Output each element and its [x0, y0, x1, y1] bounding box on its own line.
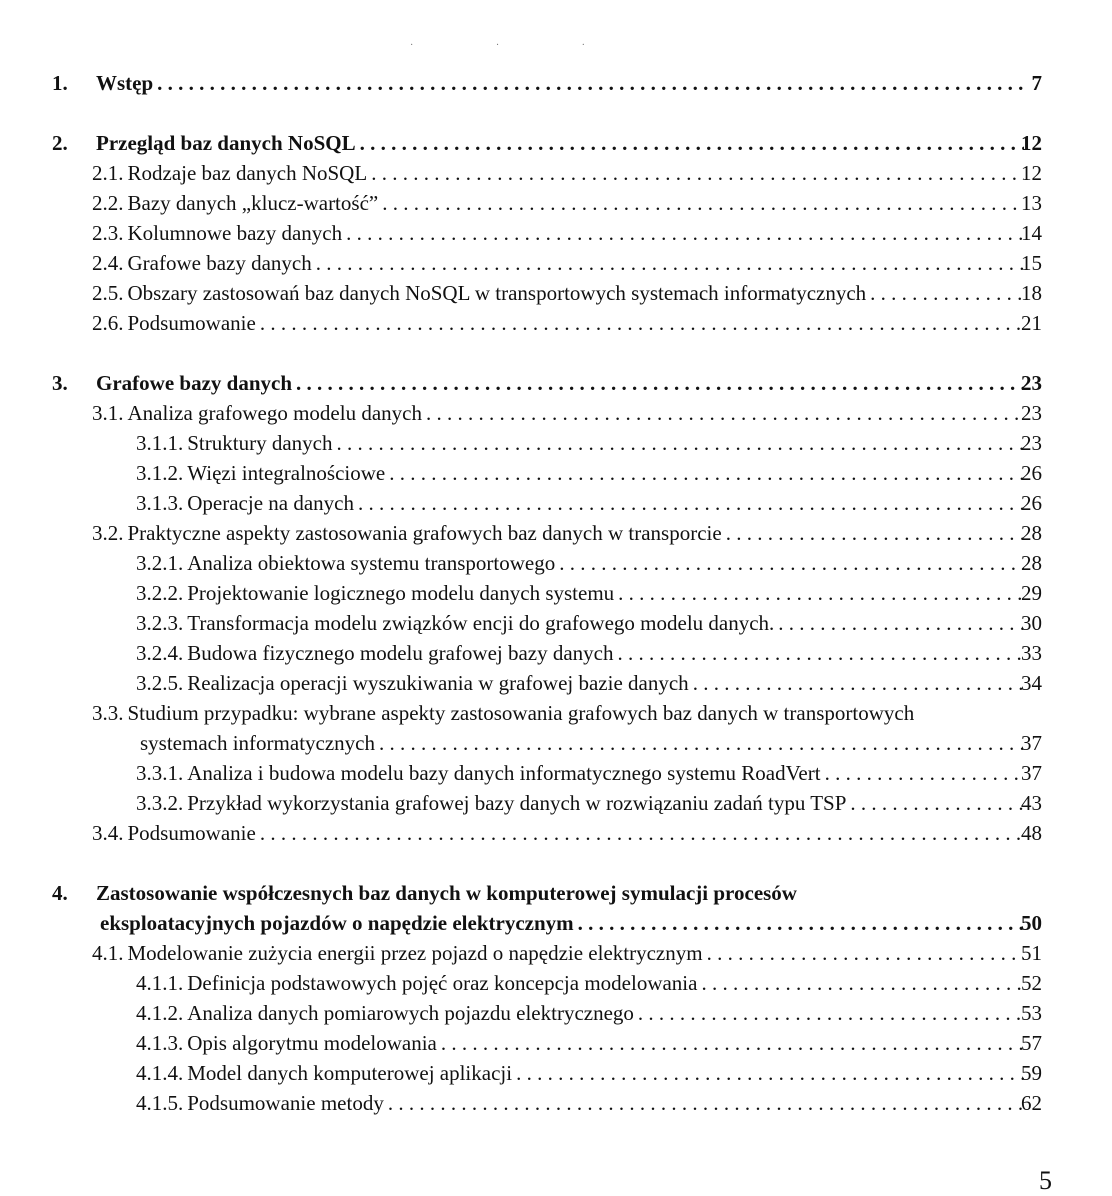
toc-entry-number: 3.1. [92, 401, 124, 425]
toc-entry-title: Kolumnowe bazy danych [127, 221, 343, 245]
toc-entry-title: systemach informatycznych [140, 731, 375, 755]
dot-leader [825, 758, 1024, 788]
toc-entry-page: 26 [1021, 461, 1042, 485]
toc-entry-title: Podsumowanie [127, 821, 256, 845]
dot-leader [358, 488, 1024, 518]
toc-entry-number: 4.1.4. [136, 1061, 184, 1085]
toc-entry-number: 2.5. [92, 281, 124, 305]
toc-entry-text [136, 758, 1032, 788]
toc-entry[interactable] [0, 758, 1112, 788]
toc-entry-page: 23 [1021, 371, 1042, 395]
dot-leader [707, 938, 1024, 968]
dot-leader [516, 1058, 1024, 1088]
toc-entry-text [92, 398, 1032, 428]
dot-leader [726, 518, 1024, 548]
toc-gap [0, 848, 1112, 878]
toc-entry-title: Grafowe bazy danych [127, 251, 312, 275]
toc-entry-page: 7 [1031, 71, 1042, 95]
toc-entry-number: 3.2. [92, 521, 124, 545]
toc-entry-text [52, 878, 1032, 908]
dot-leader [260, 818, 1024, 848]
dot-leader [360, 128, 1024, 158]
toc-entry-text [52, 68, 1032, 98]
toc-entry-page: 12 [1021, 161, 1042, 185]
toc-entry[interactable] [0, 608, 1112, 638]
toc-entry-page: 13 [1021, 191, 1042, 215]
toc-entry-text [140, 728, 1032, 758]
toc-entry-number: 3.2.4. [136, 641, 184, 665]
page-number: 5 [1039, 1166, 1052, 1195]
toc-entry-title: Obszary zastosowań baz danych NoSQL w transportowych systemach informatycznych [127, 281, 867, 305]
toc-entry-number: 3.3.2. [136, 791, 184, 815]
toc-entry-text [136, 788, 1032, 818]
toc-entry[interactable] [0, 518, 1112, 548]
dot-leader [157, 68, 1024, 98]
toc-entry[interactable] [0, 548, 1112, 578]
toc-gap [0, 338, 1112, 368]
toc-entry-page: 14 [1021, 221, 1042, 245]
toc-entry-number: 2. [52, 131, 68, 155]
toc-entry-number: 4.1.1. [136, 971, 184, 995]
toc-entry-number: 2.1. [92, 161, 124, 185]
toc-entry-title: Analiza i budowa modelu bazy danych informatycznego systemu RoadVert [187, 761, 821, 785]
toc-entry-title: Więzi integralnościowe [187, 461, 386, 485]
toc-entry-title: Grafowe bazy danych [96, 371, 292, 395]
toc-entry[interactable] [0, 578, 1112, 608]
toc-entry[interactable] [0, 368, 1112, 398]
toc-entry-title: Podsumowanie [127, 311, 256, 335]
toc-entry-title: Przegląd baz danych NoSQL [96, 131, 356, 155]
toc-entry-title: Bazy danych „klucz-wartość” [127, 191, 379, 215]
dot-leader [559, 548, 1024, 578]
toc-entry-title: Definicja podstawowych pojęć oraz koncepcja modelowania [187, 971, 698, 995]
toc-entry[interactable] [0, 638, 1112, 668]
toc-entry-number: 3.3. [92, 701, 124, 725]
dot-leader [778, 608, 1024, 638]
toc-entry-number: 3.3.1. [136, 761, 184, 785]
dot-leader [693, 668, 1024, 698]
toc-entry-text [136, 458, 1032, 488]
toc-entry-number: 2.6. [92, 311, 124, 335]
toc-entry-text [52, 128, 1032, 158]
toc-entry-number: 3. [52, 371, 68, 395]
toc-entry-text [136, 578, 1032, 608]
dot-leader [850, 788, 1024, 818]
toc-entry-text [136, 968, 1032, 998]
toc-entry-title: Opis algorytmu modelowania [187, 1031, 437, 1055]
toc-entry-number: 3.2.2. [136, 581, 184, 605]
dot-leader [382, 188, 1024, 218]
dot-leader [346, 218, 1024, 248]
toc-entry[interactable] [0, 308, 1112, 338]
toc-entry-page: 18 [1021, 281, 1042, 305]
toc-entry-number: 3.2.3. [136, 611, 184, 635]
toc-entry-number: 4. [52, 881, 68, 905]
table-of-contents [0, 68, 1112, 1118]
toc-entry-title: Analiza danych pomiarowych pojazdu elektrycznego [187, 1001, 634, 1025]
dot-leader [379, 728, 1024, 758]
toc-entry-text [136, 428, 1032, 458]
toc-entry-page: 30 [1021, 611, 1042, 635]
toc-entry[interactable] [0, 68, 1112, 98]
dot-leader [336, 428, 1024, 458]
dot-leader [701, 968, 1024, 998]
toc-entry[interactable] [0, 818, 1112, 848]
toc-entry-title: eksploatacyjnych pojazdów o napędzie elektrycznym [100, 911, 574, 935]
toc-entry[interactable] [0, 488, 1112, 518]
toc-entry-text [92, 308, 1032, 338]
toc-entry[interactable] [0, 218, 1112, 248]
toc-entry-page: 33 [1021, 641, 1042, 665]
toc-entry-number: 3.1.1. [136, 431, 184, 455]
toc-entry-title: Praktyczne aspekty zastosowania grafowych baz danych w transporcie [127, 521, 722, 545]
toc-entry-title: Studium przypadku: wybrane aspekty zastosowania grafowych baz danych w transportowych [127, 701, 915, 725]
toc-entry-text [136, 608, 1032, 638]
toc-entry[interactable] [0, 158, 1112, 188]
toc-entry[interactable] [0, 728, 1112, 758]
toc-entry[interactable] [0, 998, 1112, 1028]
dot-leader [389, 458, 1024, 488]
toc-entry-title: Realizacja operacji wyszukiwania w grafowej bazie danych [187, 671, 689, 695]
toc-entry-number: 4.1.3. [136, 1031, 184, 1055]
toc-entry-text [92, 188, 1032, 218]
toc-entry-text [136, 998, 1032, 1028]
toc-entry-page: 53 [1021, 1001, 1042, 1025]
toc-entry-title: Model danych komputerowej aplikacji [187, 1061, 513, 1085]
toc-entry-page: 59 [1021, 1061, 1042, 1085]
toc-entry-page: 12 [1021, 131, 1042, 155]
toc-entry-title: Operacje na danych [187, 491, 354, 515]
dot-leader [316, 248, 1024, 278]
toc-entry-page: 50 [1021, 911, 1042, 935]
toc-entry-number: 1. [52, 71, 68, 95]
scan-artifacts: · · · [410, 40, 625, 51]
toc-entry-number: 3.1.2. [136, 461, 184, 485]
toc-entry-title: Wstęp [96, 71, 154, 95]
toc-entry[interactable] [0, 128, 1112, 158]
toc-entry-title: Analiza grafowego modelu danych [127, 401, 422, 425]
dot-leader [618, 638, 1024, 668]
dot-leader [578, 908, 1024, 938]
toc-entry-text [92, 248, 1032, 278]
toc-entry-text [52, 368, 1032, 398]
toc-entry[interactable] [0, 698, 1112, 728]
toc-entry-title: Rodzaje baz danych NoSQL [127, 161, 368, 185]
toc-entry-title: Modelowanie zużycia energii przez pojazd o napędzie elektrycznym [127, 941, 703, 965]
toc-gap [0, 98, 1112, 128]
toc-entry-text [136, 548, 1032, 578]
toc-entry-text [92, 158, 1032, 188]
toc-entry-number: 3.2.1. [136, 551, 184, 575]
toc-entry-page: 57 [1021, 1031, 1042, 1055]
toc-entry-number: 2.4. [92, 251, 124, 275]
toc-entry-page: 29 [1021, 581, 1042, 605]
toc-entry-text [136, 668, 1032, 698]
toc-entry[interactable] [0, 458, 1112, 488]
dot-leader [441, 1028, 1024, 1058]
toc-entry-text [136, 1028, 1032, 1058]
toc-entry-title: Transformacja modelu związków encji do grafowego modelu danych. [187, 611, 775, 635]
toc-entry-page: 62 [1021, 1091, 1042, 1115]
toc-entry-text [136, 638, 1032, 668]
toc-entry[interactable] [0, 1058, 1112, 1088]
toc-entry-page: 37 [1021, 761, 1042, 785]
dot-leader [638, 998, 1024, 1028]
toc-entry-title: Budowa fizycznego modelu grafowej bazy danych [187, 641, 614, 665]
toc-entry-page: 28 [1021, 551, 1042, 575]
dot-leader [426, 398, 1024, 428]
toc-entry-title: Projektowanie logicznego modelu danych systemu [187, 581, 615, 605]
toc-entry-number: 3.2.5. [136, 671, 184, 695]
toc-entry[interactable] [0, 188, 1112, 218]
toc-entry-title: Struktury danych [187, 431, 333, 455]
dot-leader [296, 368, 1024, 398]
toc-entry-number: 2.2. [92, 191, 124, 215]
toc-entry[interactable] [0, 398, 1112, 428]
toc-entry[interactable] [0, 278, 1112, 308]
toc-entry-page: 23 [1021, 401, 1042, 425]
toc-entry-text [92, 518, 1032, 548]
dot-leader [870, 278, 1024, 308]
toc-entry-title: Analiza obiektowa systemu transportowego [187, 551, 556, 575]
toc-entry-page: 28 [1021, 521, 1042, 545]
toc-entry-number: 4.1.2. [136, 1001, 184, 1025]
toc-entry-number: 3.1.3. [136, 491, 184, 515]
toc-entry-text [100, 908, 1032, 938]
dot-leader [260, 308, 1024, 338]
toc-entry-page: 52 [1021, 971, 1042, 995]
toc-entry[interactable] [0, 878, 1112, 908]
toc-entry-text [136, 1058, 1032, 1088]
toc-entry-text [92, 938, 1032, 968]
toc-entry-number: 4.1.5. [136, 1091, 184, 1115]
toc-entry-title: Przykład wykorzystania grafowej bazy danych w rozwiązaniu zadań typu TSP [187, 791, 847, 815]
toc-entry-title: Podsumowanie metody [187, 1091, 384, 1115]
toc-entry-page: 43 [1021, 791, 1042, 815]
toc-entry-page: 37 [1021, 731, 1042, 755]
toc-entry[interactable] [0, 668, 1112, 698]
toc-entry[interactable] [0, 428, 1112, 458]
toc-entry-page: 23 [1021, 431, 1042, 455]
toc-entry-text [136, 1088, 1032, 1118]
toc-entry[interactable] [0, 968, 1112, 998]
toc-entry-number: 2.3. [92, 221, 124, 245]
dot-leader [371, 158, 1024, 188]
toc-entry-number: 4.1. [92, 941, 124, 965]
toc-entry-text [92, 218, 1032, 248]
toc-entry-text [136, 488, 1032, 518]
toc-entry-text [92, 698, 1032, 728]
dot-leader [388, 1088, 1024, 1118]
toc-entry-page: 26 [1021, 491, 1042, 515]
toc-entry-text [92, 278, 1032, 308]
toc-entry-page: 34 [1021, 671, 1042, 695]
dot-leader [618, 578, 1024, 608]
toc-entry[interactable] [0, 788, 1112, 818]
toc-entry-text [92, 818, 1032, 848]
toc-entry-page: 51 [1021, 941, 1042, 965]
toc-entry[interactable] [0, 248, 1112, 278]
toc-entry[interactable] [0, 1028, 1112, 1058]
toc-entry-page: 21 [1021, 311, 1042, 335]
toc-entry-page: 15 [1021, 251, 1042, 275]
toc-entry-title: Zastosowanie współczesnych baz danych w komputerowej symulacji procesów [96, 881, 797, 905]
toc-entry[interactable] [0, 938, 1112, 968]
toc-entry[interactable] [0, 908, 1112, 938]
toc-entry-number: 3.4. [92, 821, 124, 845]
toc-entry-page: 48 [1021, 821, 1042, 845]
toc-entry[interactable] [0, 1088, 1112, 1118]
